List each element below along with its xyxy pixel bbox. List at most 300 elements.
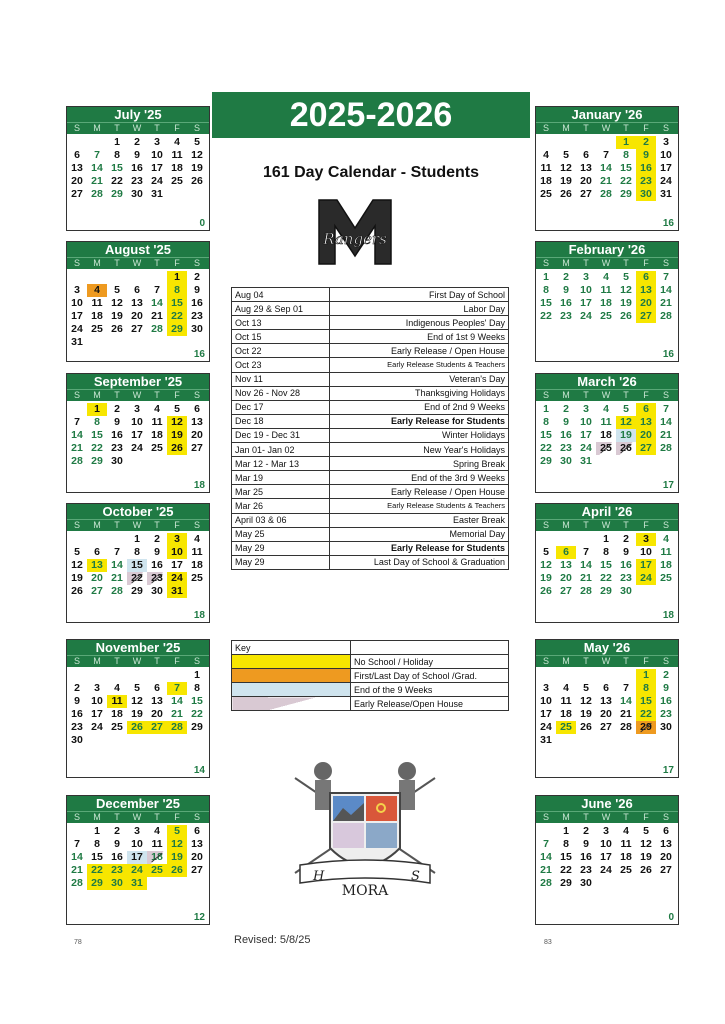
day-cell: 16 [111, 851, 123, 863]
month-calendar [66, 241, 210, 362]
event-date: Dec 17 [232, 400, 330, 414]
day-cell: 28 [660, 442, 672, 454]
weekday-label: T [114, 390, 120, 400]
day-cell: 14 [151, 297, 163, 309]
day-cell: 17 [71, 310, 83, 322]
event-row [232, 471, 509, 485]
day-cell: 21 [540, 864, 552, 876]
day-cell: 13 [560, 559, 572, 571]
page-number-right: 83 [544, 939, 552, 946]
day-cell: 6 [94, 546, 100, 558]
weekday-label: F [643, 258, 649, 268]
weekday-header [67, 811, 209, 823]
month-calendar [66, 503, 210, 623]
event-name: End of the 3rd 9 Weeks [329, 471, 508, 485]
day-cell: 4 [563, 682, 569, 694]
day-cell: 10 [640, 546, 652, 558]
weekday-label: S [73, 812, 80, 822]
day-cell: 14 [660, 284, 672, 296]
day-cell: 1 [194, 669, 200, 681]
day-cell: 11 [600, 416, 612, 428]
event-name: Spring Break [329, 457, 508, 471]
day-cell: 26 [167, 864, 187, 877]
key-label: No School / Holiday [351, 655, 509, 669]
day-cell: 26 [580, 721, 592, 733]
weekday-label: S [542, 258, 549, 268]
day-cell: 6 [583, 149, 589, 161]
page-number-left: 78 [74, 939, 82, 946]
event-date: May 29 [232, 541, 330, 555]
day-cell: 17 [660, 162, 672, 174]
event-date: Oct 22 [232, 344, 330, 358]
day-cell: 28 [91, 188, 103, 200]
weekday-label: S [662, 812, 669, 822]
weekday-header [536, 519, 678, 531]
event-row [232, 513, 509, 527]
weekday-header [536, 257, 678, 269]
day-cell: 6 [663, 825, 669, 837]
month-day-count: 18 [662, 610, 674, 621]
event-row [232, 372, 509, 386]
event-date: Oct 15 [232, 330, 330, 344]
day-cell: 23 [191, 310, 203, 322]
day-cell: 28 [71, 877, 83, 889]
day-cell: 25 [556, 721, 576, 734]
weekday-label: T [154, 812, 160, 822]
day-grid [536, 134, 678, 201]
event-date: May 25 [232, 527, 330, 541]
day-grid [67, 531, 209, 598]
event-name: End of 1st 9 Weeks [329, 330, 508, 344]
day-cell: 17 [580, 297, 592, 309]
day-cell: 12 [131, 695, 143, 707]
day-cell: 18 [540, 175, 552, 187]
day-cell: 19 [167, 851, 187, 864]
month-day-count: 0 [668, 912, 674, 923]
weekday-label: F [174, 656, 180, 666]
day-cell: 17 [636, 559, 656, 572]
day-cell: 6 [154, 682, 160, 694]
day-cell: 17 [151, 162, 163, 174]
day-cell: 12 [71, 559, 83, 571]
day-cell: 1 [94, 825, 100, 837]
day-cell: 7 [663, 271, 669, 283]
day-cell: 17 [131, 429, 143, 441]
event-name: Veteran's Day [329, 372, 508, 386]
day-cell: 11 [91, 297, 103, 309]
day-cell: 24 [600, 864, 612, 876]
day-cell: 16 [151, 559, 163, 571]
crest-left-letter: H [313, 869, 325, 884]
day-grid [67, 269, 209, 349]
blank-cell [147, 271, 167, 284]
day-cell: 26 [167, 442, 187, 455]
event-row [232, 358, 509, 372]
day-cell: 1 [87, 403, 107, 416]
blank-cell [576, 669, 596, 682]
day-cell: 3 [603, 825, 609, 837]
day-cell: 18 [600, 297, 612, 309]
day-cell: 20 [600, 708, 612, 720]
day-cell: 10 [600, 838, 612, 850]
day-cell: 30 [107, 877, 127, 890]
day-cell: 16 [560, 429, 572, 441]
weekday-label: W [601, 812, 611, 822]
day-cell: 11 [151, 416, 163, 428]
month-day-count: 18 [193, 610, 205, 621]
event-date: Nov 11 [232, 372, 330, 386]
day-cell: 3 [154, 136, 160, 148]
day-cell: 7 [154, 284, 160, 296]
day-cell: 30 [111, 455, 123, 467]
day-cell: 26 [560, 188, 572, 200]
event-row [232, 330, 509, 344]
day-cell: 12 [580, 695, 592, 707]
weekday-label: T [583, 812, 589, 822]
blank-cell [536, 136, 556, 149]
day-cell: 6 [134, 284, 140, 296]
day-cell: 12 [191, 149, 203, 161]
day-cell: 5 [563, 149, 569, 161]
month-title: April '26 [536, 504, 678, 519]
day-cell: 13 [87, 559, 107, 572]
day-cell: 31 [660, 188, 672, 200]
day-cell: 12 [167, 838, 187, 851]
event-row [232, 414, 509, 428]
day-cell: 19 [540, 572, 552, 584]
event-row [232, 428, 509, 442]
day-cell: 20 [660, 851, 672, 863]
day-cell: 23 [560, 310, 572, 322]
day-cell: 4 [87, 284, 107, 297]
day-cell: 18 [620, 851, 632, 863]
day-cell: 11 [540, 162, 552, 174]
day-cell: 18 [600, 429, 612, 441]
event-row [232, 344, 509, 358]
day-cell: 30 [636, 188, 656, 201]
day-cell: 25 [660, 572, 672, 584]
day-cell: 14 [600, 162, 612, 174]
day-cell: 28 [660, 310, 672, 322]
day-cell: 5 [134, 682, 140, 694]
weekday-label: S [193, 123, 200, 133]
event-row [232, 527, 509, 541]
weekday-label: S [542, 123, 549, 133]
day-cell: 19 [71, 572, 83, 584]
event-row [232, 457, 509, 471]
day-cell: 18 [660, 559, 672, 571]
day-cell: 24 [127, 864, 147, 877]
weekday-label: T [583, 520, 589, 530]
weekday-label: T [623, 258, 629, 268]
event-date: Nov 26 - Nov 28 [232, 386, 330, 400]
day-cell: 21 [91, 175, 103, 187]
month-title: June '26 [536, 796, 678, 811]
day-cell: 3 [74, 284, 80, 296]
day-cell: 31 [167, 585, 187, 598]
day-cell: 2 [583, 825, 589, 837]
crest-right-letter: S [411, 869, 420, 884]
event-date: Dec 18 [232, 414, 330, 428]
day-cell: 12 [640, 838, 652, 850]
day-cell: 15 [111, 162, 123, 174]
day-cell: 3 [167, 533, 187, 546]
weekday-header [67, 257, 209, 269]
weekday-header [67, 655, 209, 667]
weekday-label: T [623, 812, 629, 822]
day-cell: 5 [623, 403, 629, 415]
weekday-label: W [132, 123, 142, 133]
day-cell: 10 [580, 284, 592, 296]
day-cell: 10 [71, 297, 83, 309]
month-title: September '25 [67, 374, 209, 389]
day-cell: 25 [147, 864, 167, 877]
day-cell: 18 [147, 851, 167, 864]
day-cell: 29 [131, 585, 143, 597]
blank-cell [67, 136, 87, 149]
day-cell: 26 [640, 864, 652, 876]
day-cell: 28 [600, 188, 612, 200]
day-cell: 28 [540, 877, 552, 889]
day-cell: 13 [660, 838, 672, 850]
day-cell: 9 [114, 416, 120, 428]
day-cell: 22 [87, 864, 107, 877]
day-cell: 3 [134, 403, 140, 415]
day-cell: 21 [71, 442, 83, 454]
day-cell: 20 [636, 297, 656, 310]
blank-cell [596, 669, 616, 682]
day-cell: 27 [191, 864, 203, 876]
day-cell: 5 [167, 825, 187, 838]
day-cell: 9 [194, 284, 200, 296]
weekday-header [67, 122, 209, 134]
day-cell: 10 [131, 416, 143, 428]
day-cell: 4 [154, 825, 160, 837]
key-label: First/Last Day of School /Grad. [351, 669, 509, 683]
event-date: Oct 13 [232, 316, 330, 330]
day-cell: 14 [171, 695, 183, 707]
day-cell: 9 [114, 838, 120, 850]
day-cell: 19 [620, 297, 632, 309]
day-cell: 17 [540, 708, 552, 720]
day-cell: 2 [114, 403, 120, 415]
day-cell: 24 [580, 310, 592, 322]
blank-cell [127, 271, 147, 284]
day-cell: 16 [636, 162, 656, 175]
day-cell: 22 [560, 864, 572, 876]
weekday-label: T [154, 123, 160, 133]
weekday-label: S [662, 520, 669, 530]
weekday-label: S [193, 812, 200, 822]
blank-cell [536, 825, 556, 838]
month-title: May '26 [536, 640, 678, 655]
blank-cell [67, 533, 87, 546]
day-grid [536, 401, 678, 468]
key-swatch [232, 655, 351, 669]
blank-cell [67, 669, 87, 682]
day-cell: 21 [71, 864, 83, 876]
day-cell: 29 [600, 585, 612, 597]
day-cell: 8 [636, 682, 656, 695]
day-cell: 1 [603, 533, 609, 545]
day-cell: 21 [600, 175, 612, 187]
events-table [231, 287, 509, 570]
day-cell: 24 [636, 572, 656, 585]
day-cell: 20 [560, 572, 572, 584]
event-row [232, 302, 509, 316]
event-date: Mar 26 [232, 499, 330, 513]
day-cell: 25 [111, 721, 123, 733]
month-day-count: 14 [193, 765, 205, 776]
day-cell: 22 [620, 175, 632, 187]
day-cell: 7 [543, 838, 549, 850]
day-cell: 23 [660, 708, 672, 720]
day-cell: 8 [114, 149, 120, 161]
day-cell: 19 [616, 429, 636, 442]
weekday-label: F [643, 123, 649, 133]
day-cell: 13 [71, 162, 83, 174]
day-cell: 19 [131, 708, 143, 720]
day-cell: 1 [134, 533, 140, 545]
day-cell: 20 [151, 708, 163, 720]
day-cell: 13 [191, 838, 203, 850]
weekday-label: W [132, 258, 142, 268]
day-cell: 7 [583, 546, 589, 558]
day-cell: 15 [191, 695, 203, 707]
day-cell: 2 [623, 533, 629, 545]
blank-cell [576, 533, 596, 546]
day-cell: 25 [171, 175, 183, 187]
day-cell: 7 [663, 403, 669, 415]
day-cell: 6 [636, 271, 656, 284]
weekday-label: T [114, 656, 120, 666]
weekday-label: S [542, 656, 549, 666]
day-cell: 30 [560, 455, 572, 467]
day-cell: 2 [154, 533, 160, 545]
month-day-count: 16 [662, 349, 674, 360]
weekday-label: W [132, 812, 142, 822]
month-title: August '25 [67, 242, 209, 257]
day-cell: 2 [134, 136, 140, 148]
event-name: Last Day of School & Graduation [329, 555, 508, 569]
event-row [232, 386, 509, 400]
day-cell: 14 [660, 416, 672, 428]
day-cell: 5 [543, 546, 549, 558]
day-cell: 16 [580, 851, 592, 863]
weekday-label: M [93, 123, 101, 133]
day-cell: 27 [131, 323, 143, 335]
day-cell: 1 [543, 271, 549, 283]
day-grid [67, 667, 209, 747]
day-cell: 20 [71, 175, 83, 187]
day-cell: 7 [74, 416, 80, 428]
day-cell: 21 [111, 572, 123, 584]
day-cell: 19 [580, 708, 592, 720]
month-day-count: 18 [193, 480, 205, 491]
weekday-label: T [114, 258, 120, 268]
day-cell: 12 [620, 284, 632, 296]
day-cell: 29 [620, 188, 632, 200]
day-cell: 11 [107, 695, 127, 708]
day-cell: 23 [131, 175, 143, 187]
day-cell: 26 [191, 175, 203, 187]
blank-cell [147, 669, 167, 682]
month-title: March '26 [536, 374, 678, 389]
day-cell: 8 [563, 838, 569, 850]
calendar-subtitle: 161 Day Calendar - Students [262, 164, 480, 181]
day-cell: 29 [560, 877, 572, 889]
event-name: End of 2nd 9 Weeks [329, 400, 508, 414]
day-cell: 28 [167, 721, 187, 734]
event-row [232, 400, 509, 414]
day-cell: 4 [194, 533, 200, 545]
day-cell: 7 [94, 149, 100, 161]
weekday-label: T [154, 520, 160, 530]
day-cell: 20 [191, 851, 203, 863]
weekday-label: W [601, 123, 611, 133]
day-cell: 9 [134, 149, 140, 161]
blank-cell [536, 533, 556, 546]
day-cell: 5 [623, 271, 629, 283]
day-cell: 29 [87, 877, 107, 890]
day-cell: 14 [71, 429, 83, 441]
event-name: First Day of School [329, 288, 508, 302]
weekday-label: T [154, 258, 160, 268]
day-cell: 22 [191, 708, 203, 720]
weekday-label: S [662, 390, 669, 400]
day-cell: 28 [71, 455, 83, 467]
weekday-label: M [562, 812, 570, 822]
day-cell: 5 [74, 546, 80, 558]
weekday-label: S [662, 123, 669, 133]
weekday-label: T [583, 390, 589, 400]
day-cell: 1 [114, 136, 120, 148]
day-cell: 9 [636, 149, 656, 162]
day-cell: 20 [580, 175, 592, 187]
event-name: Winter Holidays [329, 428, 508, 442]
day-cell: 1 [167, 271, 187, 284]
day-cell: 1 [543, 403, 549, 415]
crest-banner-text: MORA [341, 883, 389, 899]
weekday-label: S [662, 656, 669, 666]
event-date: Dec 19 - Dec 31 [232, 428, 330, 442]
day-cell: 22 [91, 442, 103, 454]
weekday-label: T [623, 390, 629, 400]
day-grid [67, 823, 209, 890]
day-cell: 24 [151, 175, 163, 187]
weekday-label: S [193, 390, 200, 400]
day-cell: 21 [151, 310, 163, 322]
day-cell: 8 [543, 416, 549, 428]
day-cell: 20 [131, 310, 143, 322]
weekday-header [536, 122, 678, 134]
weekday-label: M [562, 390, 570, 400]
day-cell: 8 [623, 149, 629, 161]
day-cell: 12 [111, 297, 123, 309]
day-cell: 16 [620, 559, 632, 571]
weekday-header [536, 655, 678, 667]
day-cell: 4 [603, 403, 609, 415]
day-grid [67, 134, 209, 201]
day-cell: 18 [151, 429, 163, 441]
month-day-count: 17 [662, 480, 674, 491]
month-day-count: 16 [193, 349, 205, 360]
day-cell: 20 [91, 572, 103, 584]
day-cell: 11 [191, 546, 203, 558]
day-cell: 17 [580, 429, 592, 441]
weekday-label: T [583, 258, 589, 268]
event-name: New Year's Holidays [329, 443, 508, 457]
